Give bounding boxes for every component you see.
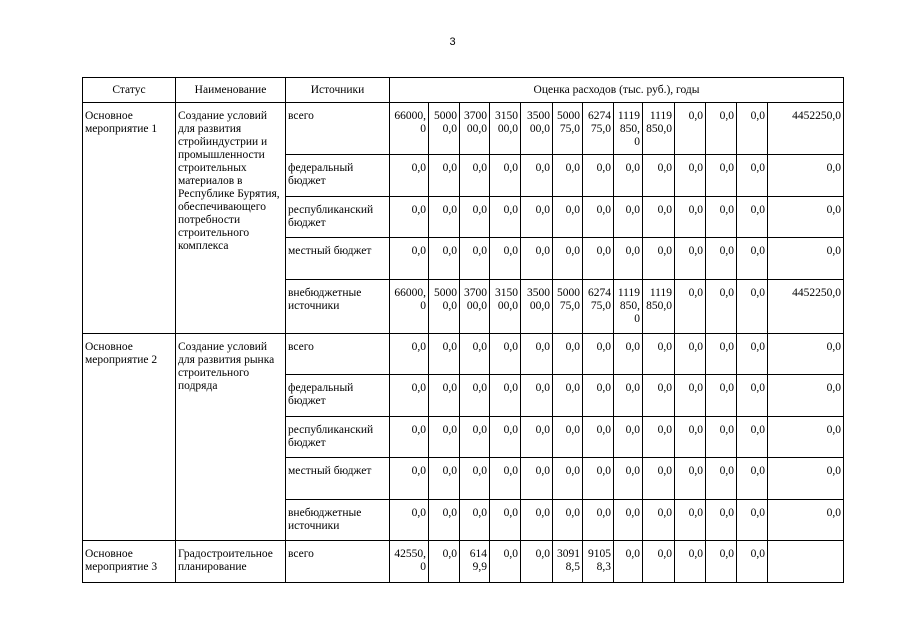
value-cell: 0,0 <box>614 541 643 583</box>
value-cell: 0,0 <box>614 238 643 280</box>
value-cell: 0,0 <box>553 375 583 417</box>
value-cell: 0,0 <box>521 541 553 583</box>
value-cell: 0,0 <box>643 155 675 197</box>
value-cell: 4452250,0 <box>768 103 844 155</box>
value-cell: 0,0 <box>643 238 675 280</box>
value-cell: 370000,0 <box>460 280 490 334</box>
value-cell: 0,0 <box>429 417 460 458</box>
value-cell: 0,0 <box>429 375 460 417</box>
value-cell: 0,0 <box>490 238 521 280</box>
value-cell: 0,0 <box>553 238 583 280</box>
value-cell: 0,0 <box>490 155 521 197</box>
value-cell: 0,0 <box>460 155 490 197</box>
value-cell: 0,0 <box>706 375 737 417</box>
value-cell: 0,0 <box>521 417 553 458</box>
table-row <box>83 103 844 155</box>
value-cell: 0,0 <box>390 500 429 541</box>
value-cell: 0,0 <box>675 417 706 458</box>
value-cell: 30918,5 <box>553 541 583 583</box>
value-cell: 0,0 <box>643 500 675 541</box>
value-cell: 0,0 <box>583 197 614 238</box>
value-cell: 0,0 <box>553 500 583 541</box>
value-cell: 0,0 <box>490 458 521 500</box>
value-cell: 350000,0 <box>521 103 553 155</box>
value-cell: 0,0 <box>583 375 614 417</box>
value-cell: 0,0 <box>583 500 614 541</box>
value-cell: 0,0 <box>390 458 429 500</box>
name-cell: Градостроительное планирование <box>176 541 286 583</box>
value-cell: 0,0 <box>643 458 675 500</box>
value-cell: 0,0 <box>768 155 844 197</box>
source-cell: федеральный бюджет <box>286 375 390 417</box>
value-cell: 0,0 <box>706 500 737 541</box>
value-cell: 0,0 <box>737 541 768 583</box>
status-cell: Основное мероприятие 1 <box>83 103 176 334</box>
value-cell: 0,0 <box>675 541 706 583</box>
value-cell: 1119850,0 <box>614 280 643 334</box>
value-cell: 0,0 <box>460 375 490 417</box>
value-cell: 0,0 <box>429 458 460 500</box>
value-cell: 0,0 <box>553 197 583 238</box>
value-cell: 0,0 <box>768 458 844 500</box>
value-cell: 0,0 <box>429 500 460 541</box>
value-cell: 0,0 <box>553 417 583 458</box>
value-cell: 627475,0 <box>583 103 614 155</box>
value-cell: 350000,0 <box>521 280 553 334</box>
value-cell: 0,0 <box>614 375 643 417</box>
value-cell: 0,0 <box>675 155 706 197</box>
value-cell: 0,0 <box>706 334 737 375</box>
value-cell: 0,0 <box>583 334 614 375</box>
value-cell: 370000,0 <box>460 103 490 155</box>
value-cell: 0,0 <box>583 238 614 280</box>
value-cell: 0,0 <box>490 500 521 541</box>
value-cell: 0,0 <box>675 458 706 500</box>
value-cell: 0,0 <box>429 238 460 280</box>
value-cell: 0,0 <box>429 155 460 197</box>
value-cell: 0,0 <box>675 238 706 280</box>
value-cell: 0,0 <box>521 375 553 417</box>
header-name: Наименование <box>176 78 286 103</box>
value-cell: 0,0 <box>460 238 490 280</box>
value-cell: 42550,0 <box>390 541 429 583</box>
value-cell: 315000,0 <box>490 280 521 334</box>
value-cell: 0,0 <box>643 334 675 375</box>
value-cell: 0,0 <box>706 197 737 238</box>
value-cell <box>768 541 844 583</box>
value-cell: 0,0 <box>614 197 643 238</box>
value-cell: 0,0 <box>768 197 844 238</box>
value-cell: 0,0 <box>490 375 521 417</box>
value-cell: 0,0 <box>706 155 737 197</box>
value-cell: 0,0 <box>614 417 643 458</box>
value-cell: 0,0 <box>521 500 553 541</box>
value-cell: 0,0 <box>553 458 583 500</box>
value-cell: 0,0 <box>675 500 706 541</box>
value-cell: 0,0 <box>460 458 490 500</box>
value-cell: 0,0 <box>429 541 460 583</box>
value-cell: 0,0 <box>553 334 583 375</box>
value-cell: 0,0 <box>521 238 553 280</box>
value-cell: 0,0 <box>768 375 844 417</box>
value-cell: 0,0 <box>390 238 429 280</box>
value-cell: 0,0 <box>706 417 737 458</box>
value-cell: 0,0 <box>490 541 521 583</box>
value-cell: 0,0 <box>675 197 706 238</box>
value-cell: 0,0 <box>460 500 490 541</box>
header-sources: Источники <box>286 78 390 103</box>
value-cell: 0,0 <box>390 334 429 375</box>
status-cell: Основное мероприятие 3 <box>83 541 176 583</box>
table-header-row <box>83 78 844 103</box>
value-cell: 0,0 <box>768 417 844 458</box>
value-cell: 0,0 <box>583 417 614 458</box>
value-cell: 0,0 <box>737 197 768 238</box>
name-cell: Создание условий для развития стройиндустрии и промышленности строительных материалов в Республике Бурятия, обеспечивающего потребности строительного комплекса <box>176 103 286 334</box>
value-cell: 0,0 <box>706 458 737 500</box>
value-cell: 0,0 <box>706 280 737 334</box>
value-cell: 0,0 <box>614 334 643 375</box>
value-cell: 0,0 <box>429 197 460 238</box>
source-cell: федеральный бюджет <box>286 155 390 197</box>
value-cell: 1119850,0 <box>643 103 675 155</box>
source-cell: всего <box>286 103 390 155</box>
source-cell: внебюджетные источники <box>286 280 390 334</box>
name-cell: Создание условий для развития рынка строительного подряда <box>176 334 286 541</box>
value-cell: 50000,0 <box>429 103 460 155</box>
value-cell: 0,0 <box>460 197 490 238</box>
value-cell: 0,0 <box>737 280 768 334</box>
header-status: Статус <box>83 78 176 103</box>
value-cell: 0,0 <box>521 155 553 197</box>
value-cell: 0,0 <box>706 103 737 155</box>
value-cell: 1119850,0 <box>614 103 643 155</box>
value-cell: 627475,0 <box>583 280 614 334</box>
value-cell: 1119850,0 <box>643 280 675 334</box>
value-cell: 0,0 <box>768 238 844 280</box>
value-cell: 6149,9 <box>460 541 490 583</box>
status-cell: Основное мероприятие 2 <box>83 334 176 541</box>
value-cell: 0,0 <box>614 155 643 197</box>
value-cell: 315000,0 <box>490 103 521 155</box>
value-cell: 0,0 <box>390 375 429 417</box>
source-cell: внебюджетные источники <box>286 500 390 541</box>
value-cell: 0,0 <box>521 458 553 500</box>
value-cell: 0,0 <box>521 334 553 375</box>
value-cell: 0,0 <box>490 417 521 458</box>
value-cell: 0,0 <box>390 197 429 238</box>
budget-table <box>82 77 844 583</box>
value-cell: 0,0 <box>643 541 675 583</box>
value-cell: 66000,0 <box>390 280 429 334</box>
value-cell: 500075,0 <box>553 103 583 155</box>
source-cell: местный бюджет <box>286 238 390 280</box>
value-cell: 0,0 <box>429 334 460 375</box>
value-cell: 0,0 <box>737 458 768 500</box>
value-cell: 500075,0 <box>553 280 583 334</box>
source-cell: республиканский бюджет <box>286 197 390 238</box>
value-cell: 50000,0 <box>429 280 460 334</box>
value-cell: 0,0 <box>460 417 490 458</box>
value-cell: 0,0 <box>768 500 844 541</box>
value-cell: 0,0 <box>675 103 706 155</box>
value-cell: 0,0 <box>737 375 768 417</box>
value-cell: 0,0 <box>643 375 675 417</box>
value-cell: 0,0 <box>490 197 521 238</box>
source-cell: местный бюджет <box>286 458 390 500</box>
source-cell: республиканский бюджет <box>286 417 390 458</box>
value-cell: 0,0 <box>390 155 429 197</box>
value-cell: 0,0 <box>768 334 844 375</box>
header-estimate: Оценка расходов (тыс. руб.), годы <box>390 78 844 103</box>
value-cell: 4452250,0 <box>768 280 844 334</box>
value-cell: 0,0 <box>675 334 706 375</box>
value-cell: 0,0 <box>583 155 614 197</box>
value-cell: 0,0 <box>737 500 768 541</box>
value-cell: 0,0 <box>675 280 706 334</box>
table-row <box>83 541 844 583</box>
value-cell: 0,0 <box>490 334 521 375</box>
source-cell: всего <box>286 334 390 375</box>
value-cell: 0,0 <box>390 417 429 458</box>
value-cell: 0,0 <box>675 375 706 417</box>
value-cell: 0,0 <box>614 458 643 500</box>
value-cell: 0,0 <box>737 417 768 458</box>
page-number: 3 <box>449 36 456 48</box>
table-row <box>83 334 844 375</box>
value-cell: 0,0 <box>706 541 737 583</box>
value-cell: 0,0 <box>737 103 768 155</box>
value-cell: 0,0 <box>737 155 768 197</box>
value-cell: 0,0 <box>706 238 737 280</box>
value-cell: 0,0 <box>737 238 768 280</box>
value-cell: 0,0 <box>553 155 583 197</box>
value-cell: 0,0 <box>460 334 490 375</box>
value-cell: 91058,3 <box>583 541 614 583</box>
value-cell: 0,0 <box>614 500 643 541</box>
source-cell: всего <box>286 541 390 583</box>
value-cell: 0,0 <box>643 197 675 238</box>
value-cell: 0,0 <box>643 417 675 458</box>
value-cell: 0,0 <box>521 197 553 238</box>
value-cell: 0,0 <box>583 458 614 500</box>
value-cell: 0,0 <box>737 334 768 375</box>
value-cell: 66000,0 <box>390 103 429 155</box>
